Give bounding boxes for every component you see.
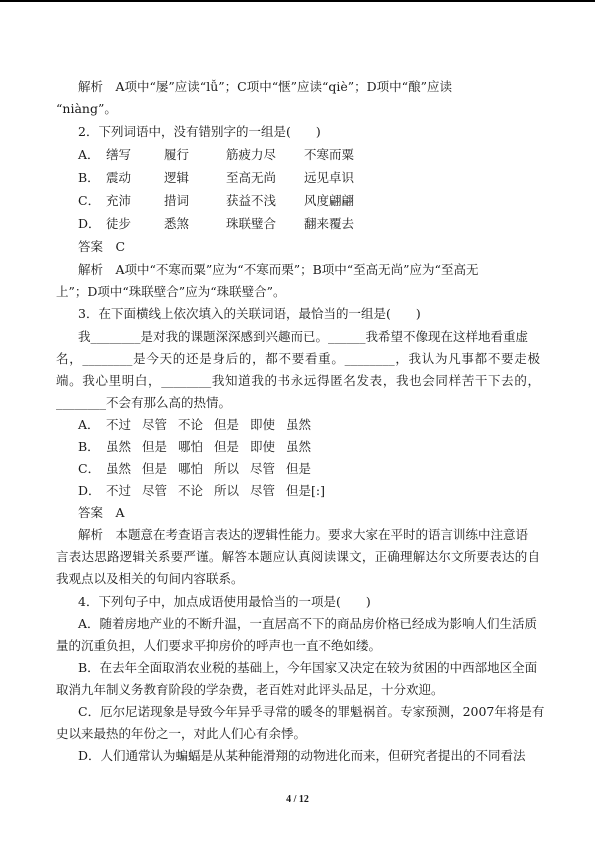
q2-answer: 答案 C	[78, 239, 126, 254]
q3-passage-line-3: 端。我心里明白，________我知道我的书永远得匿名发表，我也会同样苦干下去的，	[56, 373, 540, 388]
q4-option-a-line-2: 量的沉重负担，人们要求平抑房价的呼声也一直不绝如缕。	[56, 638, 382, 653]
q3-passage-line-1: 我________是对我的课题深深感到兴趣而已。______我希望不像现在这样地看重虚	[78, 329, 529, 344]
q4-option-c-line-1: C．厄尔尼诺现象是导致今年异乎寻常的暖冬的罪魁祸首。专家预测，2007年将是有	[78, 704, 545, 719]
q3-analysis-line-1: 解析 本题意在考查语言表达的逻辑性能力。要求大家在平时的语言训练中注意语	[78, 527, 529, 542]
q2-option-a: A． 缮写 履行 筋疲力尽 不寒而粟	[78, 147, 355, 162]
q2-analysis-line-2: 上”；D项中“珠联壁合”应为“珠联璧合”。	[56, 284, 286, 299]
q2-option-d: D． 徒步 悉煞 珠联璧合 翻来覆去	[78, 216, 355, 231]
q1-analysis-line-1: 解析 A项中“屡”应读“lǚ”；C项中“惬”应读“qiè”；D项中“酿”应读	[78, 79, 452, 94]
q3-option-b: B． 虽然 但是 哪怕 但是 即使 虽然	[78, 439, 312, 454]
q4-option-b-line-2: 取消九年制义务教育阶段的学杂费，老百姓对此评头品足，十分欢迎。	[56, 682, 444, 697]
q2-stem: 2．下列词语中，没有错别字的一组是( )	[78, 124, 321, 139]
q4-option-c-line-2: 史以来最热的年份之一，对此人们心有余悸。	[56, 726, 307, 741]
q3-analysis-line-3: 我观点以及相关的句间内容联系。	[56, 571, 244, 586]
q4-option-b-line-1: B．在去年全面取消农业税的基础上，今年国家又决定在较为贫困的中西部地区全面	[78, 660, 538, 675]
q1-analysis-line-2: “niàng”。	[56, 101, 117, 116]
q3-option-d: D． 不过 尽管 不论 所以 尽管 但是[:]	[78, 483, 325, 498]
q3-passage-line-4: ________不会有那么高的热情。	[56, 395, 232, 410]
q3-option-c: C． 虽然 但是 哪怕 所以 尽管 但是	[78, 461, 312, 476]
q3-analysis-line-2: 言表达思路逻辑关系要严谨。解答本题应认真阅读课文，正确理解达尔文所要表达的自	[56, 549, 540, 564]
q3-stem: 3．在下面横线上依次填入的关联词语，最恰当的一组是( )	[78, 306, 421, 321]
q3-answer: 答案 A	[78, 505, 125, 520]
header-rule	[0, 0, 595, 2]
q4-option-d-line-1: D．人们通常认为蝙蝠是从某种能滑翔的动物进化而来，但研究者提出的不同看法	[78, 748, 526, 763]
q4-stem: 4．下列句子中，加点成语使用最恰当的一项是( )	[78, 594, 371, 609]
q3-passage-line-2: 名，________是今天的还是身后的，都不要看重。________，我认为凡事都不要走极	[56, 351, 540, 366]
page-number: 4 / 12	[286, 794, 309, 805]
q2-option-b: B． 震动 逻辑 至高无尚 远见卓识	[78, 170, 355, 185]
q4-option-a-line-1: A．随着房地产业的不断升温，一直居高不下的商品房价格已经成为影响人们生活质	[78, 616, 538, 631]
q3-option-a: A． 不过 尽管 不论 但是 即使 虽然	[78, 417, 312, 432]
q2-option-c: C． 充沛 措词 获益不浅 风度翩翩	[78, 193, 355, 208]
q2-analysis-line-1: 解析 A项中“不寒而粟”应为“不寒而栗”；B项中“至高无尚”应为“至高无	[78, 262, 479, 277]
